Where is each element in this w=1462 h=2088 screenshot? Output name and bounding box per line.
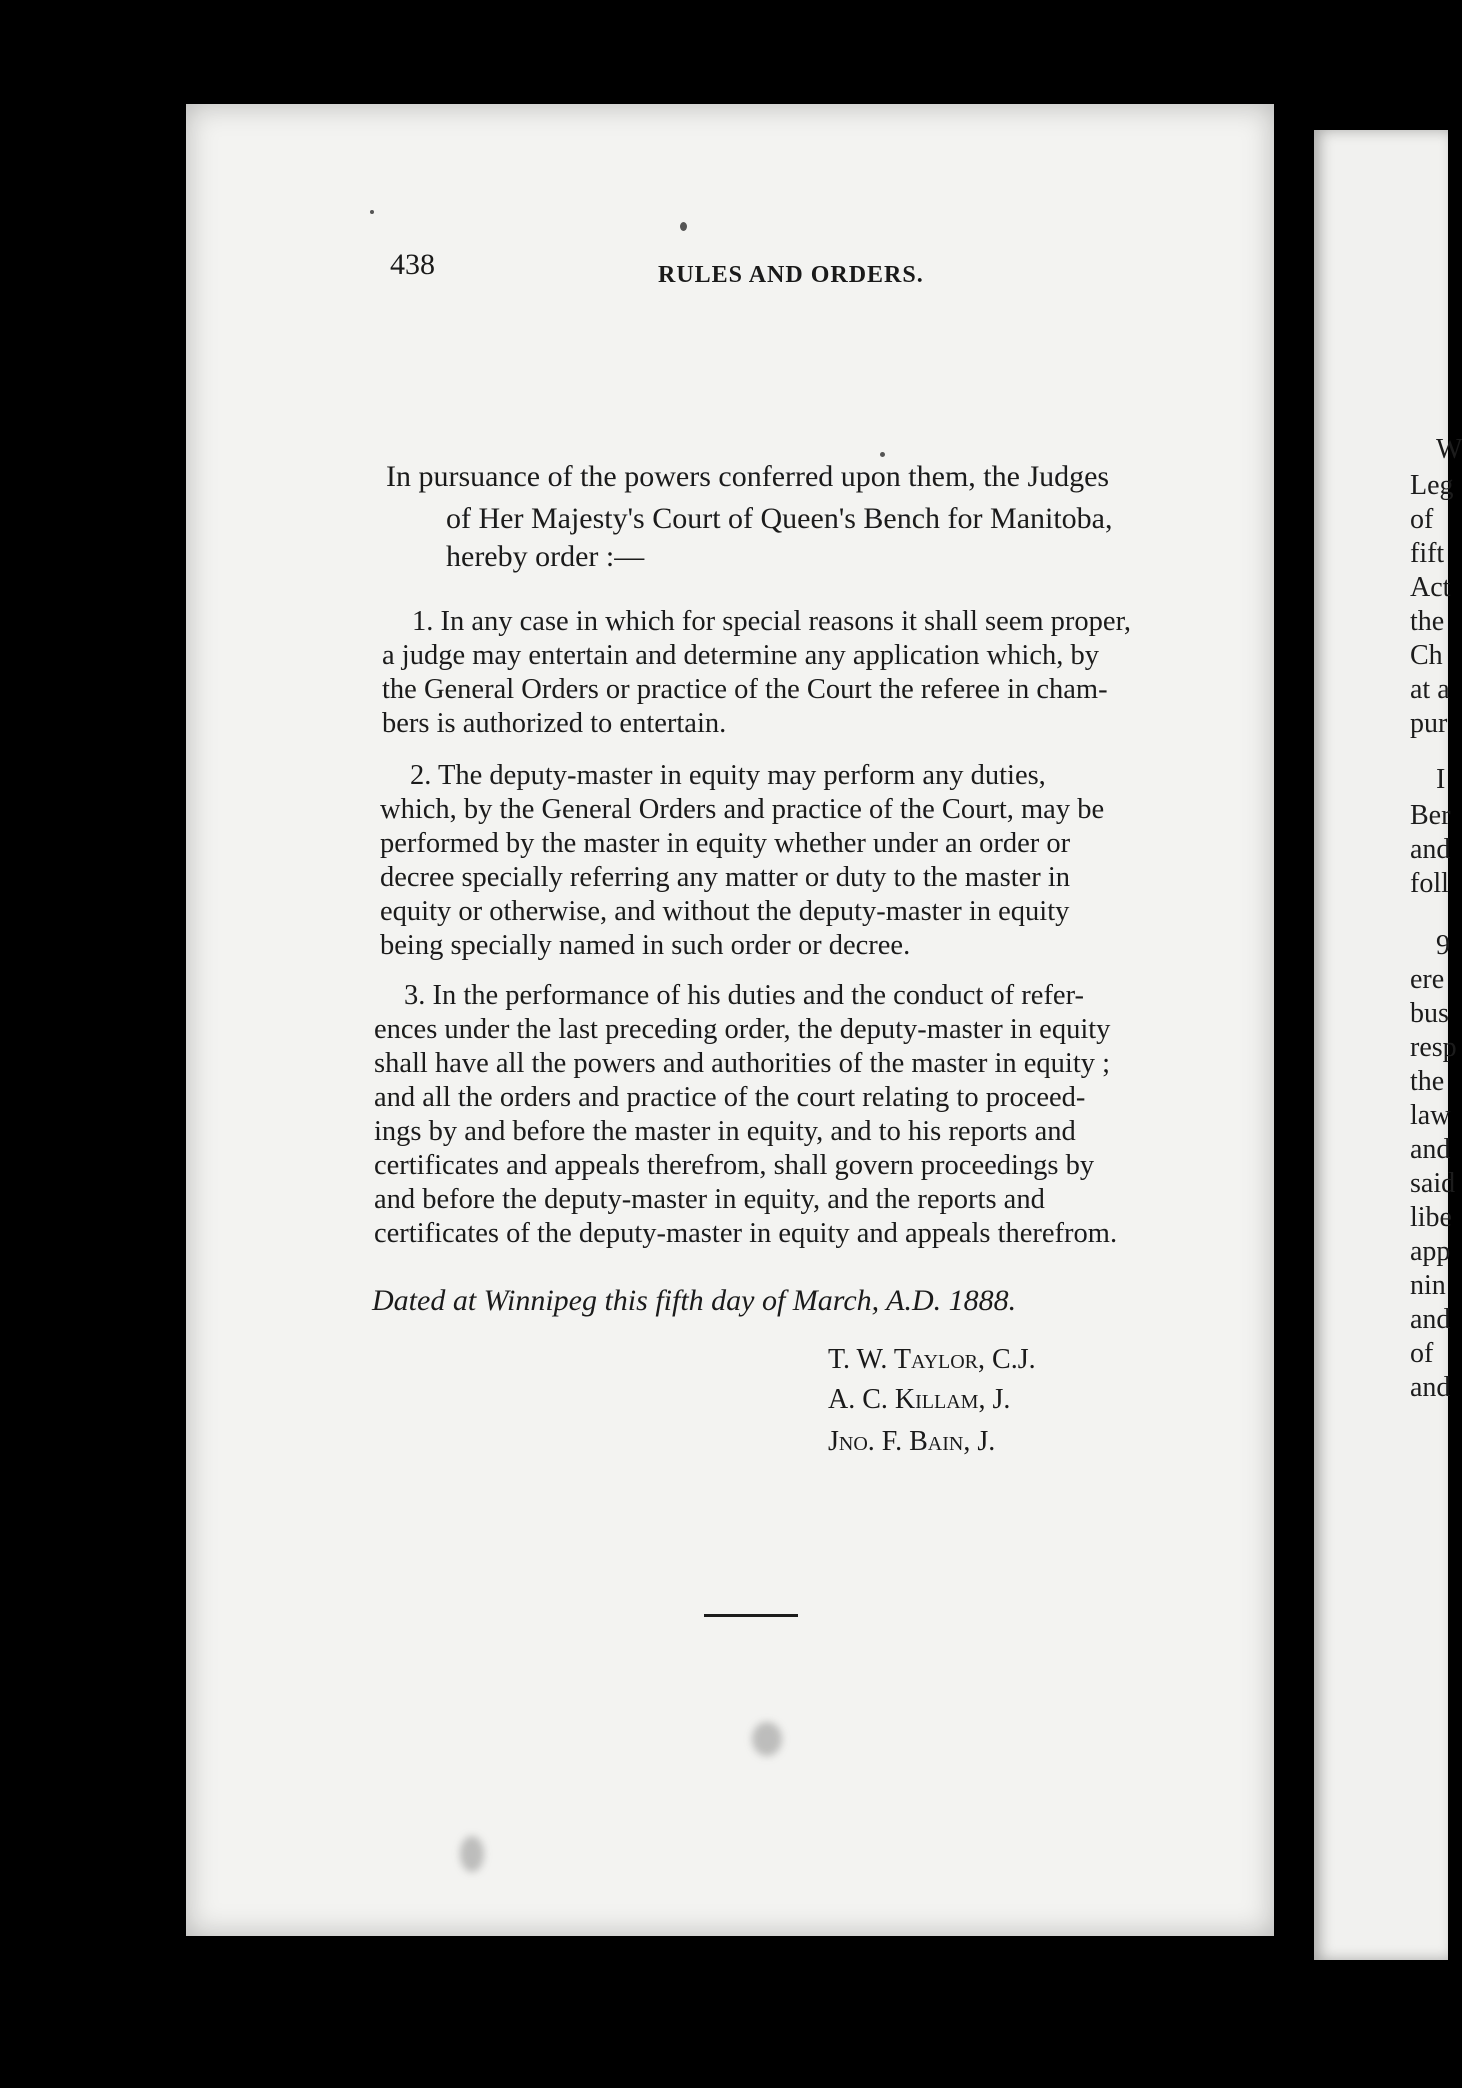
body-line: a judge may entertain and determine any application which, by bbox=[382, 640, 1099, 671]
right-page-fragment: foll bbox=[1410, 868, 1449, 899]
right-page-fragment: Ch bbox=[1410, 640, 1443, 671]
ink-speck bbox=[370, 210, 374, 214]
signature: A. C. Killam, J. bbox=[828, 1384, 1011, 1415]
body-line: hereby order :— bbox=[446, 540, 645, 573]
body-line: equity or otherwise, and without the deputy-master in equity bbox=[380, 896, 1070, 927]
body-line: 2. The deputy-master in equity may perform any duties, bbox=[410, 760, 1046, 791]
right-page-fragment: bus bbox=[1410, 998, 1449, 1029]
paper-blot bbox=[460, 1836, 484, 1872]
right-page-fragment: Ber bbox=[1410, 800, 1451, 831]
running-head: RULES AND ORDERS. bbox=[658, 262, 924, 288]
body-line: bers is authorized to entertain. bbox=[382, 708, 727, 739]
page-number: 438 bbox=[390, 248, 435, 281]
right-page-fragment: and bbox=[1410, 1134, 1451, 1165]
body-line: certificates and appeals therefrom, shall govern proceedings by bbox=[374, 1150, 1095, 1181]
right-page-fragment: at a bbox=[1410, 674, 1450, 705]
right-page-fragment: and bbox=[1410, 834, 1451, 865]
body-line: certificates of the deputy-master in equity and appeals therefrom. bbox=[374, 1218, 1118, 1249]
right-page-fragment: of bbox=[1410, 1338, 1434, 1369]
signature: T. W. Taylor, C.J. bbox=[828, 1344, 1036, 1375]
signature: Jno. F. Bain, J. bbox=[828, 1426, 996, 1457]
right-page-fragment: said bbox=[1410, 1168, 1456, 1199]
right-page-fragment: the bbox=[1410, 1066, 1445, 1097]
right-page-fragment: nin bbox=[1410, 1270, 1446, 1301]
body-line: which, by the General Orders and practice of the Court, may be bbox=[380, 794, 1105, 825]
body-line: and all the orders and practice of the court relating to proceed- bbox=[374, 1082, 1086, 1113]
right-page-fragment: resp bbox=[1410, 1032, 1457, 1063]
right-page-fragment: and bbox=[1410, 1372, 1451, 1403]
right-page-fragment: libe bbox=[1410, 1202, 1452, 1233]
right-page-fragment: of bbox=[1410, 504, 1434, 535]
closing-rule bbox=[704, 1614, 798, 1617]
right-page-fragment: W bbox=[1436, 434, 1462, 465]
dated-line: Dated at Winnipeg this fifth day of March, A.D. 1888. bbox=[372, 1284, 1017, 1317]
body-line: 1. In any case in which for special reasons it shall seem proper, bbox=[412, 606, 1132, 637]
body-line: ences under the last preceding order, the deputy-master in equity bbox=[374, 1014, 1111, 1045]
right-page-fragment: ere bbox=[1410, 964, 1445, 995]
right-page-fragment: law bbox=[1410, 1100, 1451, 1131]
body-line: and before the deputy-master in equity, and the reports and bbox=[374, 1184, 1045, 1215]
body-line: the General Orders or practice of the Court the referee in cham- bbox=[382, 674, 1108, 705]
right-page-fragment: I bbox=[1436, 764, 1446, 795]
book-page-right bbox=[1314, 130, 1462, 1960]
body-line: 3. In the performance of his duties and the conduct of refer- bbox=[404, 980, 1084, 1011]
right-page-fragment: pur bbox=[1410, 708, 1448, 739]
body-line: decree specially referring any matter or duty to the master in bbox=[380, 862, 1071, 893]
ink-speck bbox=[880, 452, 885, 457]
body-line: shall have all the powers and authorities of the master in equity ; bbox=[374, 1048, 1111, 1079]
paper-blot bbox=[752, 1722, 782, 1756]
right-page-fragment: 9 bbox=[1436, 930, 1450, 961]
right-page-fragment: the bbox=[1410, 606, 1445, 637]
right-page-fragment: fift bbox=[1410, 538, 1445, 569]
body-line: performed by the master in equity whether under an order or bbox=[380, 828, 1071, 859]
right-page-fragment: app bbox=[1410, 1236, 1451, 1267]
body-line: ings by and before the master in equity, and to his reports and bbox=[374, 1116, 1076, 1147]
body-line: In pursuance of the powers conferred upon them, the Judges bbox=[386, 460, 1110, 493]
body-line: of Her Majesty's Court of Queen's Bench for Manitoba, bbox=[446, 502, 1113, 535]
ink-speck bbox=[680, 222, 687, 231]
body-line: being specially named in such order or decree. bbox=[380, 930, 911, 961]
right-page-fragment: Act bbox=[1410, 572, 1451, 603]
right-page-fragment: Leg bbox=[1410, 470, 1454, 501]
right-page-fragment: and bbox=[1410, 1304, 1451, 1335]
